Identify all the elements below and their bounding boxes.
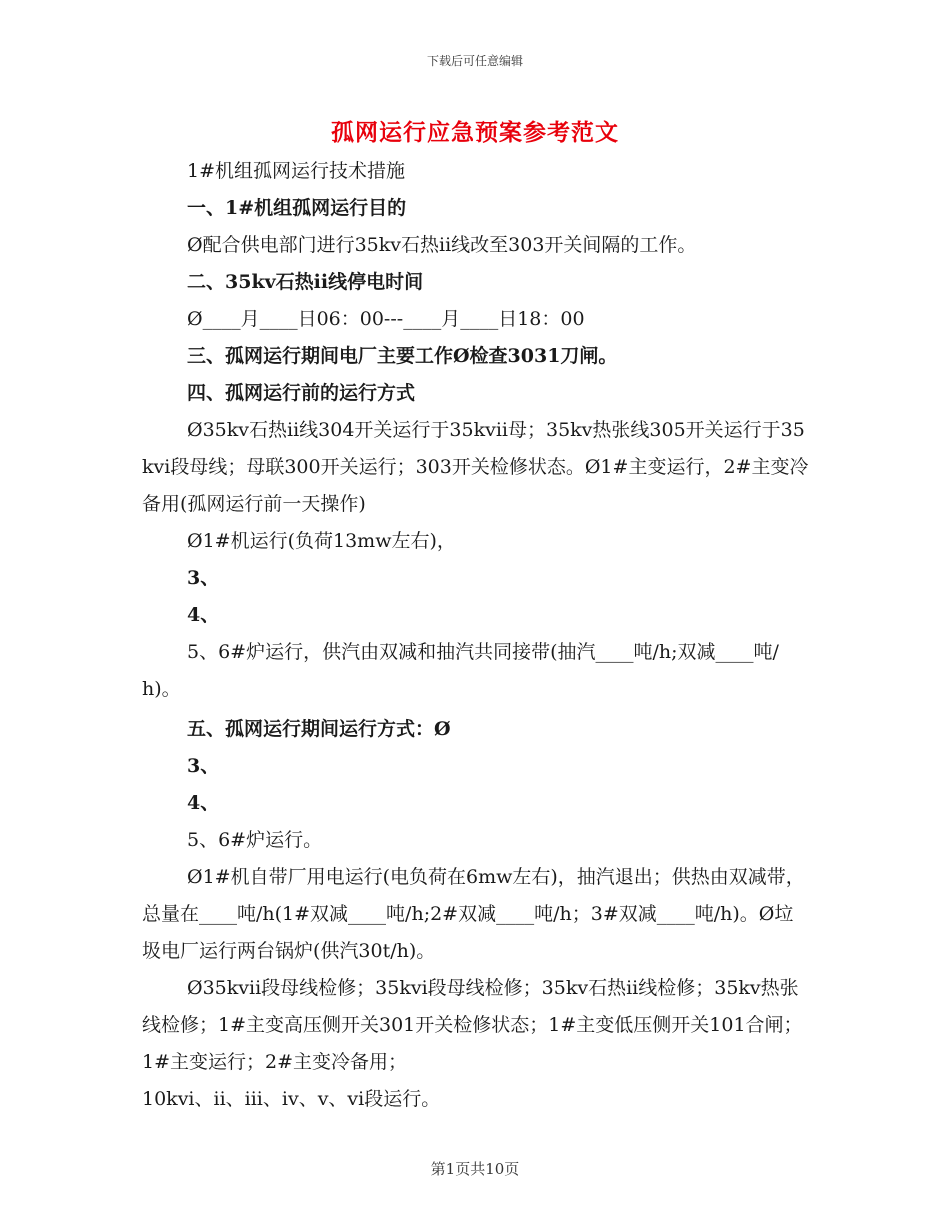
section5-last-line: 10kvi、ii、iii、iv、v、vi段运行。 (142, 1088, 441, 1110)
section1-heading: 一、1#机组孤网运行目的 (187, 197, 407, 219)
section2-text: Ø____月____日06：00---____月____日18：00 (187, 308, 585, 330)
section4-item-1: Ø1#机运行(负荷13mw左右)， (187, 530, 456, 552)
section5-item-5: 5、6#炉运行。 (187, 829, 323, 851)
section5-paragraph-1: Ø1#机自带厂用电运行(电负荷在6mw左右)，抽汽退出；供热由双减带，总量在____吨/h(1#双减____吨/h;2#双减____吨/h；3#双减____吨/h)。Ø垃圾电厂运行两台锅炉(供汽30t/h)。 (142, 866, 805, 962)
section4-item-3: 3、 (187, 567, 220, 589)
document-body (142, 153, 812, 1118)
section2-heading: 二、35kv石热ii线停电时间 (187, 271, 424, 293)
section4-item-4: 4、 (187, 604, 220, 626)
page-header: 下载后可任意编辑 (426, 54, 523, 68)
section1-text: Ø配合供电部门进行35kv石热ii线改至303开关间隔的工作。 (187, 234, 697, 256)
section4-heading: 四、孤网运行前的运行方式 (187, 382, 416, 404)
document-title: 孤网运行应急预案参考范文 (331, 119, 619, 146)
section5-item-4: 4、 (187, 792, 220, 814)
page-footer: 第1页共10页 (430, 1160, 520, 1178)
section5-paragraph-2: Ø35kvii段母线检修；35kvi段母线检修；35kv石热ii线检修；35kv热张线检修；1#主变高压侧开关301开关检修状态；1#主变低压侧开关101合闸；1#主变运行；2#主变冷备用； (142, 977, 803, 1073)
section4-item-5: 5、6#炉运行，供汽由双减和抽汽共同接带(抽汽____吨/h;双减____吨/h)。 (142, 641, 779, 700)
section5-item-3: 3、 (187, 755, 220, 777)
subtitle: 1#机组孤网运行技术措施 (187, 160, 406, 182)
section3-heading: 三、孤网运行期间电厂主要工作Ø检查3031刀闸。 (187, 345, 618, 367)
section5-heading: 五、孤网运行期间运行方式：Ø (187, 718, 451, 740)
section4-paragraph: Ø35kv石热ii线304开关运行于35kvii母；35kv热张线305开关运行于35kvi段母线；母联300开关运行；303开关检修状态。Ø1#主变运行，2#主变冷备用(孤网运行前一天操作) (142, 419, 809, 515)
